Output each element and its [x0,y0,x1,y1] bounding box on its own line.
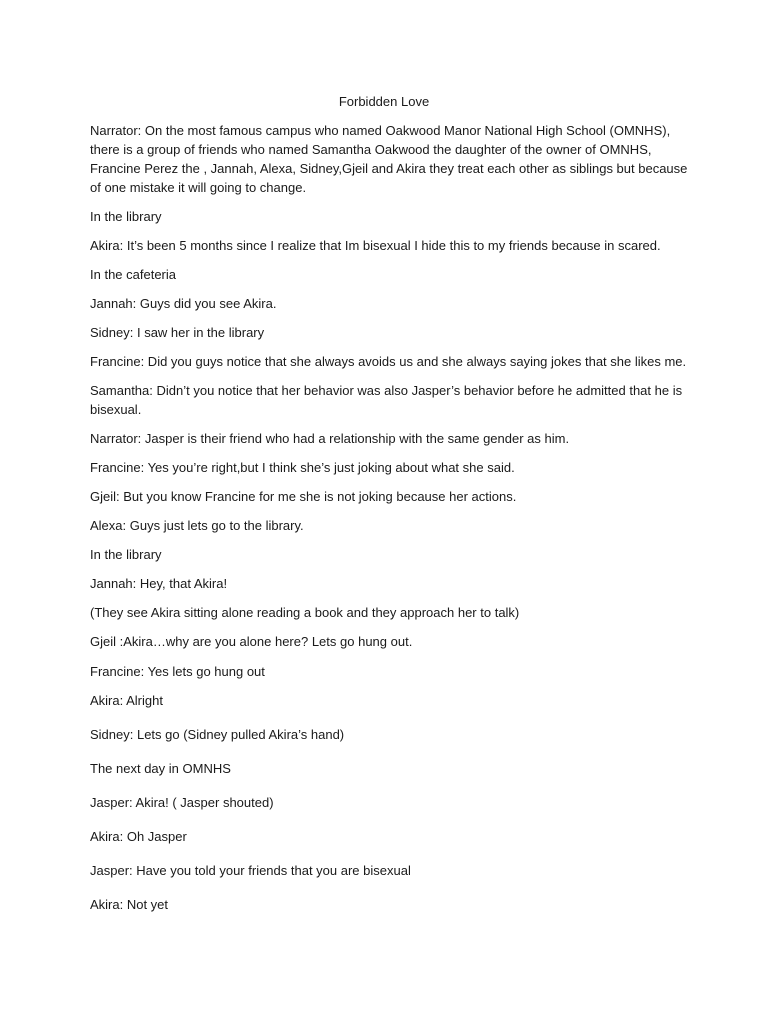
paragraph-scene-cafeteria: In the cafeteria [90,267,176,282]
paragraph-scene-library: In the library [90,209,162,224]
paragraph-samantha-line: Samantha: Didn’t you notice that her behavior was also Jasper’s behavior before he admitted that he is bisexual. [90,383,683,417]
paragraph-jannah-line: Jannah: Guys did you see Akira. [90,296,277,311]
paragraph-sidney-line: Sidney: I saw her in the library [90,325,265,340]
paragraph-akira-alright: Akira: Alright [90,693,163,708]
paragraph-scene-library-2: In the library [90,547,162,562]
page-title: Forbidden Love [338,94,430,109]
paragraph-francine-line: Francine: Did you guys notice that she always avoids us and she always saying jokes that she likes me. [90,354,687,369]
paragraph-akira-oh-jasper: Akira: Oh Jasper [90,829,187,844]
paragraph-narrator-jasper: Narrator: Jasper is their friend who had a relationship with the same gender as him. [90,431,570,446]
paragraph-narrator-intro: Narrator: On the most famous campus who named Oakwood Manor National High School (OMNHS), there is a group of friends who named Samantha Oakwood the daughter of the owner of OMNHS, Francine Perez the , Jannah, Alexa, Sidney,Gjeil and Akira they treat each other as siblings but because of one mistake it will going to change. [90,123,688,195]
paragraph-jasper-shout: Jasper: Akira! ( Jasper shouted) [90,795,274,810]
paragraph-scene-next-day: The next day in OMNHS [90,761,231,776]
paragraph-francine-agree: Francine: Yes lets go hung out [90,664,265,679]
paragraph-stage-direction: (They see Akira sitting alone reading a book and they approach her to talk) [90,605,520,620]
paragraph-akira-not-yet: Akira: Not yet [90,897,169,912]
paragraph-gjeil-invite: Gjeil :Akira…why are you alone here? Lets go hung out. [90,634,413,649]
paragraph-jannah-hey: Jannah: Hey, that Akira! [90,576,228,591]
paragraph-gjeil-line: Gjeil: But you know Francine for me she is not joking because her actions. [90,489,517,504]
paragraph-francine-reply: Francine: Yes you’re right,but I think she’s just joking about what she said. [90,460,515,475]
paragraph-sidney-lets-go: Sidney: Lets go (Sidney pulled Akira’s hand) [90,727,345,742]
paragraph-jasper-question: Jasper: Have you told your friends that you are bisexual [90,863,411,878]
paragraph-alexa-line: Alexa: Guys just lets go to the library. [90,518,304,533]
paragraph-akira-line: Akira: It’s been 5 months since I realize that Im bisexual I hide this to my friends because in scared. [90,238,661,253]
